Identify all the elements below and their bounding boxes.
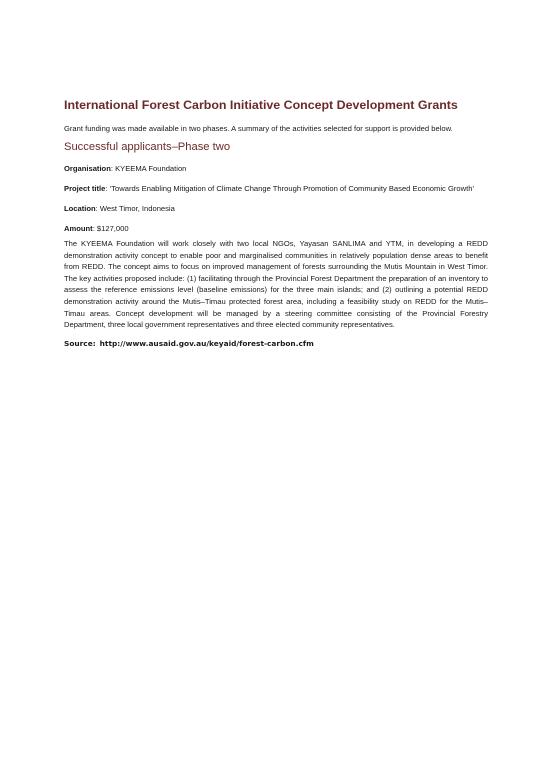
section-subtitle: Successful applicants–Phase two [64,141,231,153]
amount-field [64,222,488,235]
intro-paragraph: Grant funding was made available in two phases. A summary of the activities selected for support is provided below. [64,124,453,133]
location-field [64,202,488,215]
description-paragraph: The KYEEMA Foundation will work closely with two local NGOs, Yayasan SANLIMA and YTM, in developing a REDD demonstration activity concept to enable poor and marginalised communities in relatively population dense areas to benefit from REDD. The concept aims to focus on improved management of forests surrounding the Mutis Mountain in West Timor. The key activities proposed include: (1) facilitating through the Provincial Forest Department the preparation of an inventory to assess the reference emissions level (baseline emissions) for the three main islands; and (2) outlining a potential REDD demonstration activity around the Mutis–Timau protected forest area, including a feasibility study on REDD for the Mutis–Timau areas. Concept development will be managed by a steering committee consisting of the Provincial Forestry Department, three local government representatives and three elected community representatives. [64,239,488,330]
source-line [64,338,488,350]
organisation-field [64,162,488,175]
location-label: Location [64,204,96,213]
organisation-value: : KYEEMA Foundation [110,164,187,173]
document-page [64,97,488,350]
organisation-label: Organisation [64,164,111,173]
document-title: International Forest Carbon Initiative Concept Development Grants [64,98,458,112]
project-title-value: : ‘Towards Enabling Mitigation of Climate Change Through Promotion of Community Based Economic Growth’ [105,184,475,193]
amount-value: : $127,000 [92,224,129,233]
source-url: http://www.ausaid.gov.au/keyaid/forest-carbon.cfm [99,338,314,348]
project-title-label: Project title [64,184,106,193]
source-label: Source: [64,338,96,348]
amount-label: Amount [64,224,93,233]
location-value: : West Timor, Indonesia [95,204,175,213]
project-title-field [64,182,488,195]
